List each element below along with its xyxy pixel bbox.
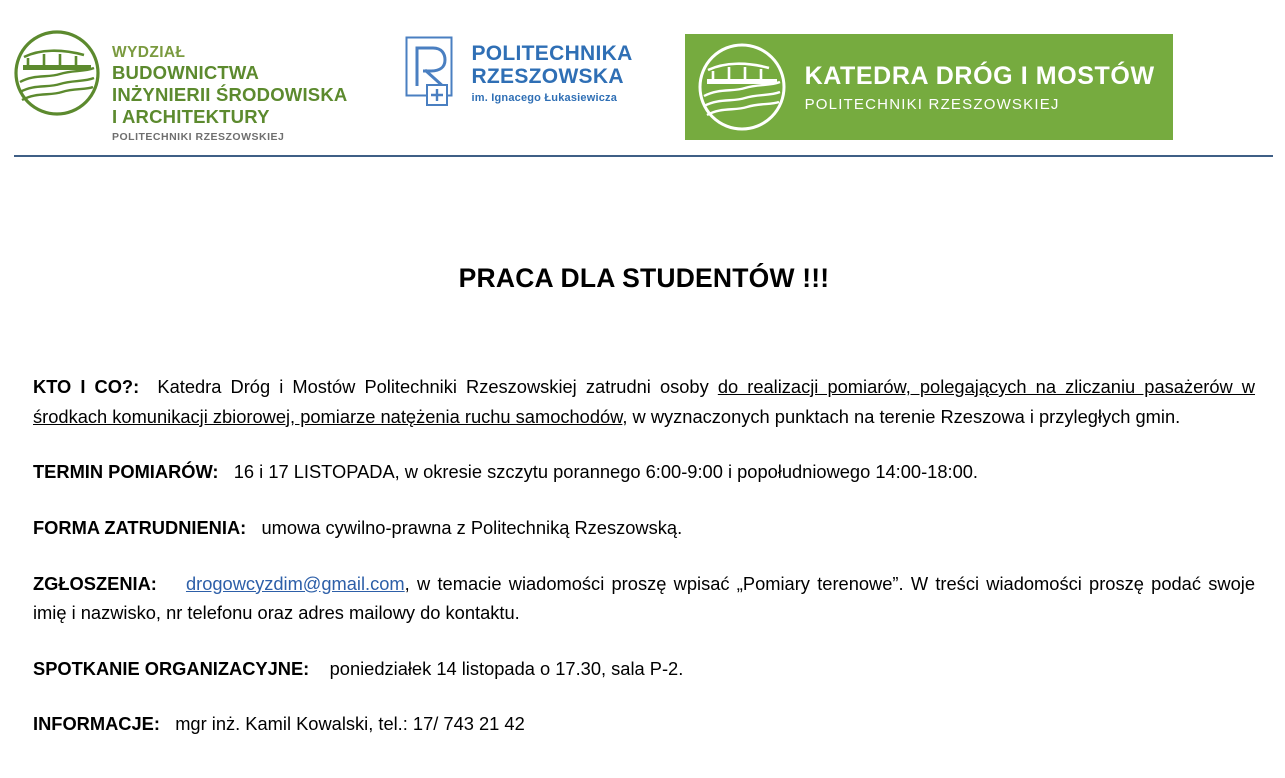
faculty-logo <box>14 30 347 143</box>
section-label: FORMA ZATRUDNIENIA: <box>33 516 247 538</box>
faculty-logo-line5: POLITECHNIKI RZESZOWSKIEJ <box>112 130 285 143</box>
section-spotkanie-organizacyjne <box>33 654 1255 684</box>
section-text-after: , w wyznaczonych punktach na terenie Rzeszowa i przyległych gmin. <box>622 405 1181 427</box>
document-header <box>0 0 1285 164</box>
section-label: ZGŁOSZENIA: <box>33 572 157 594</box>
section-zgloszenia <box>33 569 1255 628</box>
section-text-after: , w temacie wiadomości proszę wpisać „Pomiary terenowe”. W treści wiadomości proszę podać swoje imię i nazwisko, nr telefonu oraz adres mailowy do kontaktu. <box>33 572 1255 624</box>
section-text-underlined: do realizacji pomiarów, polegających na zliczaniu pasażerów w środkach komunikacji zbiorowej, pomiarze natężenia ruchu samochodów <box>33 376 1255 427</box>
department-logo-line1: KATEDRA DRÓG I MOSTÓW <box>804 61 1155 90</box>
section-kto-i-co <box>33 372 1255 431</box>
prz-monogram-icon <box>405 36 459 108</box>
section-text: umowa cywilno-prawna z Politechniką Rzeszowską. <box>261 516 683 538</box>
faculty-logo-line1: WYDZIAŁ <box>112 44 186 61</box>
university-logo-line1: POLITECHNIKA <box>471 42 633 65</box>
document-body <box>0 263 1285 739</box>
section-termin-pomiarow <box>33 457 1255 487</box>
section-text: 16 i 17 LISTOPADA, w okresie szczytu porannego 6:00-9:00 i popołudniowego 14:00-18:00. <box>233 461 979 483</box>
section-label: KTO I CO? <box>33 376 134 397</box>
section-label: INFORMACJE: <box>33 713 160 735</box>
faculty-logo-line2: BUDOWNICTWA <box>112 62 260 84</box>
department-logo <box>685 34 1173 140</box>
department-logo-line2: POLITECHNIKI RZESZOWSKIEJ <box>804 95 1060 113</box>
faculty-logo-line3: INŻYNIERII ŚRODOWISKA <box>112 84 348 106</box>
contact-email-link[interactable]: drogowcyzdim@gmail.com <box>185 572 405 594</box>
university-logo-line3: im. Ignacego Łukasiewicza <box>471 92 618 105</box>
section-label: SPOTKANIE ORGANIZACYJNE: <box>33 657 310 679</box>
section-text-before: Katedra Dróg i Mostów Politechniki Rzeszowskiej zatrudni osoby <box>157 376 718 397</box>
header-divider <box>14 155 1273 157</box>
section-forma-zatrudnienia <box>33 513 1255 543</box>
faculty-bridge-emblem-icon <box>14 30 100 116</box>
section-text: poniedziałek 14 listopada o 17.30, sala P-2. <box>329 657 684 679</box>
section-label-suffix: : <box>133 376 140 397</box>
university-logo <box>405 36 632 108</box>
section-label: TERMIN POMIARÓW: <box>33 461 219 483</box>
page-title: PRACA DLA STUDENTÓW !!! <box>458 263 830 293</box>
university-logo-line2: RZESZOWSKA <box>471 65 624 89</box>
faculty-logo-line4: I ARCHITEKTURY <box>112 105 270 127</box>
section-text: mgr inż. Kamil Kowalski, tel.: 17/ 743 21 42 <box>175 713 525 735</box>
section-informacje <box>33 709 1255 739</box>
department-bridge-emblem-icon <box>697 42 787 132</box>
